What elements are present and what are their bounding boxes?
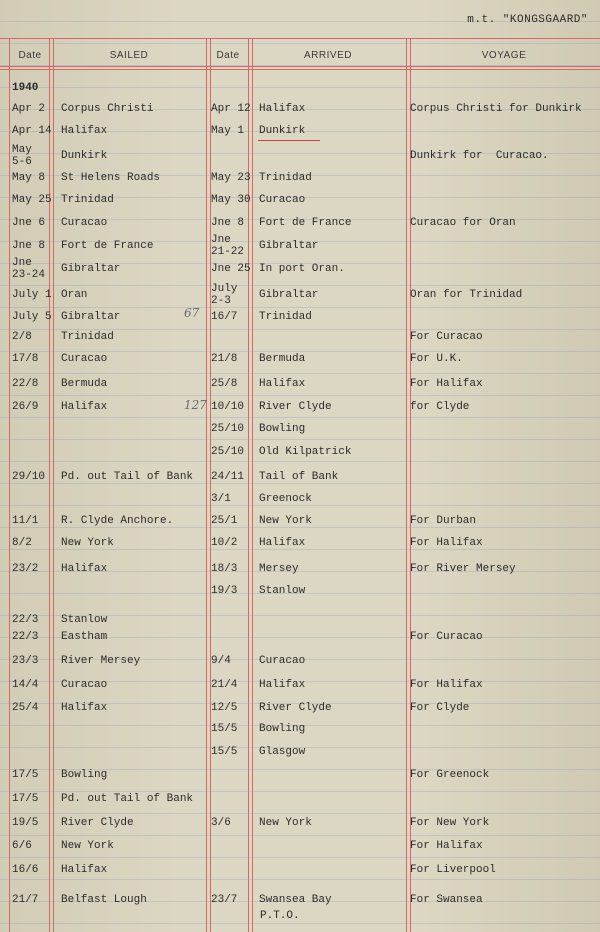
arrived-port: Bowling [259, 723, 306, 735]
header-bottom-rule [0, 66, 600, 67]
header-date-sailed: Date [18, 50, 42, 61]
voyage-note: Dunkirk for Curacao. [410, 150, 549, 162]
arrived-date: 16/7 [211, 311, 238, 323]
sailed-date: 17/8 [12, 353, 39, 365]
sailed-date: May 5-6 [12, 144, 32, 168]
header-arrived: ARRIVED [304, 50, 352, 61]
voyage-note: For River Mersey [410, 563, 516, 575]
voyage-note: Corpus Christi for Dunkirk [410, 103, 582, 115]
sailed-date: 8/2 [12, 537, 32, 549]
sailed-date: Jne 8 [12, 240, 46, 252]
marginal-note-2: 127 [184, 398, 207, 412]
sailed-port: R. Clyde Anchore. [61, 515, 174, 527]
arrived-port: Bowling [259, 423, 306, 435]
sailed-date: 19/5 [12, 817, 39, 829]
arrived-port: River Clyde [259, 702, 332, 714]
sailed-port: Pd. out Tail of Bank [61, 793, 194, 805]
sailed-port: St Helens Roads [61, 172, 161, 184]
arrived-port: Gibraltar [259, 240, 319, 252]
header-top-rule [0, 38, 600, 39]
column-rule-0 [9, 38, 10, 932]
sailed-date: 23/3 [12, 655, 39, 667]
sailed-port: Corpus Christi [61, 103, 154, 115]
arrived-date: 23/7 [211, 894, 238, 906]
sailed-date: 14/4 [12, 679, 39, 691]
sailed-date: May 25 [12, 194, 52, 206]
arrived-port: Bermuda [259, 353, 306, 365]
sailed-date: 11/1 [12, 515, 39, 527]
arrived-date: Jne 21-22 [211, 234, 245, 258]
header-bottom-rule-2 [0, 69, 600, 70]
arrived-date: Apr 12 [211, 103, 251, 115]
arrived-port: Halifax [259, 378, 306, 390]
arrived-port: River Clyde [259, 401, 332, 413]
sailed-date: Apr 14 [12, 125, 52, 137]
arrived-date: May 23 [211, 172, 251, 184]
sailed-port: Curacao [61, 217, 108, 229]
ship-name: m.t. "KONGSGAARD" [467, 14, 588, 26]
sailed-port: Belfast Lough [61, 894, 147, 906]
sailed-date: July 1 [12, 289, 52, 301]
sailed-date: Jne 23-24 [12, 257, 46, 281]
sailed-port: New York [61, 840, 114, 852]
arrived-date: 9/4 [211, 655, 231, 667]
arrived-port: Glasgow [259, 746, 306, 758]
marginal-note-1: 67 [184, 306, 200, 320]
arrived-date: May 30 [211, 194, 251, 206]
header-sailed: SAILED [109, 50, 149, 61]
sailed-date: 17/5 [12, 769, 39, 781]
sailed-port: Gibraltar [61, 311, 121, 323]
arrived-date: 25/10 [211, 446, 245, 458]
sailed-port: Halifax [61, 401, 108, 413]
arrived-port: Mersey [259, 563, 299, 575]
sailed-port: Bermuda [61, 378, 108, 390]
voyage-note: For Halifax [410, 679, 483, 691]
arrived-date: 25/8 [211, 378, 238, 390]
voyage-note: For Greenock [410, 769, 490, 781]
arrived-date: 24/11 [211, 471, 245, 483]
sailed-port: Bowling [61, 769, 108, 781]
arrived-date: May 1 [211, 125, 245, 137]
sailed-port: Fort de France [61, 240, 154, 252]
sailed-port: Trinidad [61, 194, 114, 206]
arrived-port: Curacao [259, 655, 306, 667]
sailed-port: New York [61, 537, 114, 549]
arrived-date: Jne 25 [211, 263, 251, 275]
arrived-port: New York [259, 515, 312, 527]
sailed-date: May 8 [12, 172, 46, 184]
sailed-date: 22/3 [12, 614, 39, 626]
arrived-port: Stanlow [259, 585, 306, 597]
column-rule-1 [49, 38, 54, 932]
sailed-port: Eastham [61, 631, 108, 643]
voyage-note: For Halifax [410, 378, 483, 390]
arrived-date: 18/3 [211, 563, 238, 575]
arrived-date: 25/1 [211, 515, 238, 527]
sailed-port: Dunkirk [61, 150, 108, 162]
sailed-port: River Mersey [61, 655, 141, 667]
column-rule-4 [406, 38, 411, 932]
header-date-arrived: Date [216, 50, 240, 61]
arrived-date: 10/10 [211, 401, 245, 413]
sailed-port: Halifax [61, 702, 108, 714]
arrived-port: Halifax [259, 103, 306, 115]
pto-note: P.T.O. [260, 910, 300, 922]
voyage-note: For Curacao [410, 631, 483, 643]
arrived-port: Trinidad [259, 311, 312, 323]
arrived-port: New York [259, 817, 312, 829]
voyage-note: For Clyde [410, 702, 470, 714]
arrived-port: Trinidad [259, 172, 312, 184]
voyage-note: For Halifax [410, 537, 483, 549]
voyage-note: For Curacao [410, 331, 483, 343]
arrived-date: 3/1 [211, 493, 231, 505]
voyage-note: For Halifax [410, 840, 483, 852]
sailed-port: Curacao [61, 679, 108, 691]
arrived-date: 10/2 [211, 537, 238, 549]
arrived-port: Halifax [259, 537, 306, 549]
arrived-port: Greenock [259, 493, 312, 505]
sailed-port: Halifax [61, 864, 108, 876]
voyage-note: For Swansea [410, 894, 483, 906]
arrived-date: 15/5 [211, 723, 238, 735]
arrived-date: 21/8 [211, 353, 238, 365]
sailed-date: Jne 6 [12, 217, 46, 229]
sailed-port: Curacao [61, 353, 108, 365]
arrived-port: Tail of Bank [259, 471, 339, 483]
dunkirk-underline [258, 140, 320, 141]
arrived-date: 12/5 [211, 702, 238, 714]
sailed-date: 22/8 [12, 378, 39, 390]
voyage-note: For New York [410, 817, 490, 829]
voyage-note: For U.K. [410, 353, 463, 365]
sailed-date: 17/5 [12, 793, 39, 805]
arrived-port: Swansea Bay [259, 894, 332, 906]
sailed-date: 26/9 [12, 401, 39, 413]
sailed-date: 29/10 [12, 471, 46, 483]
sailed-port: Gibraltar [61, 263, 121, 275]
year-label: 1940 [12, 82, 39, 94]
sailed-port: Halifax [61, 125, 108, 137]
sailed-date: 6/6 [12, 840, 32, 852]
sailed-date: 25/4 [12, 702, 39, 714]
sailed-date: 16/6 [12, 864, 39, 876]
arrived-date: July 2-3 [211, 283, 238, 307]
voyage-note: for Clyde [410, 401, 470, 413]
sailed-date: 23/2 [12, 563, 39, 575]
arrived-port: Halifax [259, 679, 306, 691]
header-voyage: VOYAGE [481, 50, 527, 61]
arrived-port: Curacao [259, 194, 306, 206]
arrived-date: 3/6 [211, 817, 231, 829]
sailed-port: Stanlow [61, 614, 108, 626]
sailed-port: Trinidad [61, 331, 114, 343]
voyage-note: Oran for Trinidad [410, 289, 523, 301]
sailed-port: Oran [61, 289, 88, 301]
arrived-port: In port Oran. [259, 263, 345, 275]
arrived-date: 15/5 [211, 746, 238, 758]
voyage-note: Curacao for Oran [410, 217, 516, 229]
sailed-date: 22/3 [12, 631, 39, 643]
sailed-date: July 5 [12, 311, 52, 323]
arrived-port: Gibraltar [259, 289, 319, 301]
sailed-date: Apr 2 [12, 103, 46, 115]
arrived-port: Old Kilpatrick [259, 446, 352, 458]
sailed-port: River Clyde [61, 817, 134, 829]
arrived-date: 19/3 [211, 585, 238, 597]
voyage-note: For Durban [410, 515, 477, 527]
voyage-note: For Liverpool [410, 864, 496, 876]
arrived-port: Dunkirk [259, 125, 306, 137]
arrived-date: 21/4 [211, 679, 238, 691]
sailed-date: 21/7 [12, 894, 39, 906]
sailed-port: Halifax [61, 563, 108, 575]
sailed-date: 2/8 [12, 331, 32, 343]
arrived-date: 25/10 [211, 423, 245, 435]
sailed-port: Pd. out Tail of Bank [61, 471, 194, 483]
arrived-port: Fort de France [259, 217, 352, 229]
arrived-date: Jne 8 [211, 217, 245, 229]
